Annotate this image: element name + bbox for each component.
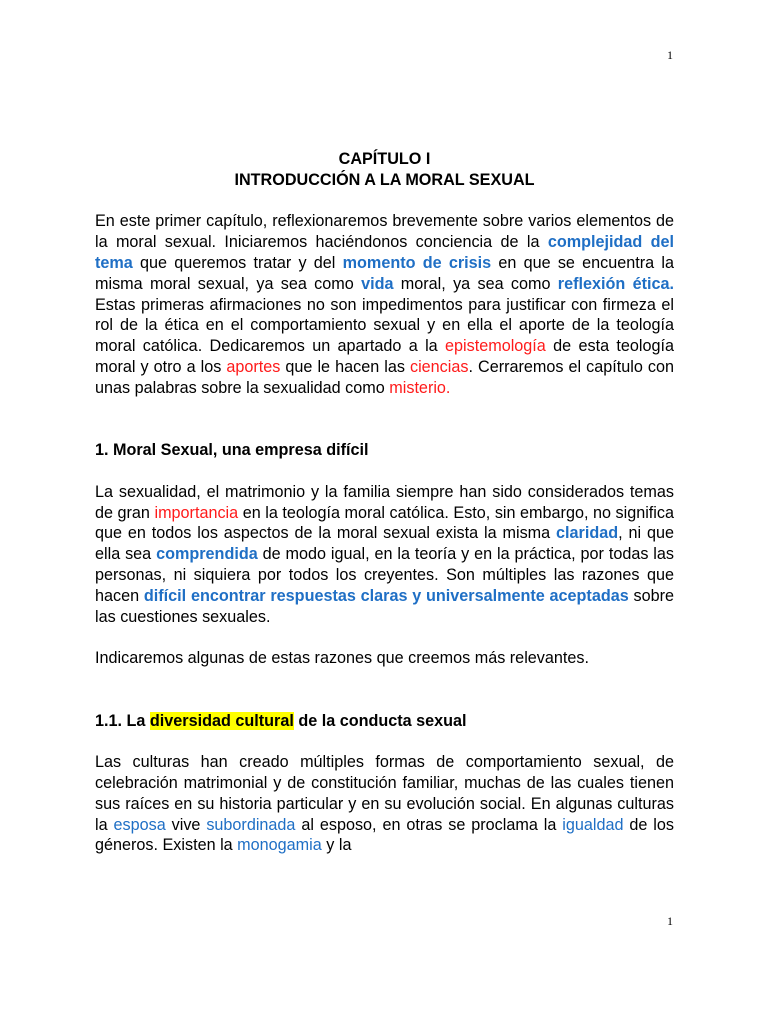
- keyword-reflexion-etica: reflexión ética.: [557, 274, 674, 293]
- intro-paragraph: [95, 211, 674, 398]
- keyword-aportes: aportes: [226, 357, 281, 376]
- keyword-importancia: importancia: [154, 503, 239, 522]
- document-body: [95, 149, 674, 856]
- text-run: que le hacen las: [280, 357, 410, 376]
- chapter-title: [95, 149, 674, 191]
- section-heading-1: 1. Moral Sexual, una empresa difícil: [95, 441, 369, 460]
- page-number-bottom: 1: [667, 914, 673, 928]
- text-run: al esposo, en otras se proclama la: [295, 815, 563, 834]
- text-run: que queremos tratar y del: [132, 253, 343, 272]
- keyword-epistemologia: epistemología: [445, 337, 546, 356]
- text-run: Estas primeras afirmaciones no son impedimentos para justificar con firmeza el rol de la ética en el comportamiento sexual y en ella el aporte de la teología moral católica. Dedicaremos un apartado a la: [95, 295, 674, 356]
- keyword-complejidad: complejidad del tema: [95, 233, 674, 272]
- keyword-momento-crisis: momento de crisis: [342, 253, 492, 272]
- highlight-diversidad-cultural: diversidad cultural: [149, 711, 294, 730]
- section-heading-1-1: [95, 711, 674, 732]
- chapter-number: CAPÍTULO I: [338, 150, 431, 168]
- text-run: . Cerraremos el capítulo con unas palabras sobre la sexualidad como: [95, 357, 674, 397]
- keyword-subordinada: subordinada: [206, 815, 296, 834]
- text-run: La sexualidad, el matrimonio y la familia siempre han sido considerados temas de gran: [95, 482, 674, 522]
- text-run: moral, ya sea como: [393, 274, 558, 293]
- keyword-esposa: esposa: [113, 815, 166, 834]
- section1-1-paragraph-1: [95, 752, 674, 856]
- keyword-monogamia: monogamia: [237, 836, 322, 855]
- chapter-subtitle: INTRODUCCIÓN A LA MORAL SEXUAL: [234, 170, 535, 189]
- section1-paragraph-2: Indicaremos algunas de estas razones que creemos más relevantes.: [95, 649, 589, 668]
- keyword-claridad: claridad: [556, 524, 619, 543]
- text-run: en que se encuentra la misma moral sexual, ya sea como: [95, 253, 674, 293]
- text-run: de los géneros. Existen la: [95, 815, 674, 855]
- text-run: vive: [165, 815, 207, 834]
- text-run: En este primer capítulo, reflexionaremos brevemente sobre varios elementos de la moral sexual. Iniciaremos haciéndonos conciencia de la: [95, 212, 674, 252]
- keyword-dificil-encontrar: difícil encontrar respuestas claras y universalmente aceptadas: [143, 586, 629, 605]
- text-run: en la teología moral católica. Esto, sin embargo, no significa que en todos los aspectos de la moral sexual exista la misma: [95, 503, 674, 543]
- keyword-misterio: misterio.: [389, 378, 451, 397]
- keyword-vida: vida: [361, 274, 394, 293]
- text-run: de modo igual, en la teoría y en la práctica, por todas las personas, ni siquiera por todos los creyentes. Son múltiples las razones que hacen: [95, 545, 674, 605]
- section1-paragraph-1: [95, 482, 674, 628]
- keyword-comprendida: comprendida: [156, 545, 258, 564]
- heading-run: 1.1. La: [95, 711, 150, 730]
- keyword-ciencias: ciencias: [409, 357, 469, 376]
- text-run: de esta teología moral y otro a los: [95, 337, 674, 376]
- text-run: sobre las cuestiones sexuales.: [95, 586, 674, 626]
- text-run: , ni que ella sea: [95, 524, 674, 564]
- page-number-top: 1: [667, 48, 673, 62]
- keyword-igualdad: igualdad: [562, 815, 624, 834]
- heading-run: de la conducta sexual: [293, 711, 467, 730]
- text-run: y la: [321, 836, 352, 855]
- text-run: Las culturas han creado múltiples formas de comportamiento sexual, de celebración matrimonial y de constitución familiar, muchas de las cuales tienen sus raíces en su historia particular y en su evolución social. En algunas culturas la: [95, 753, 674, 834]
